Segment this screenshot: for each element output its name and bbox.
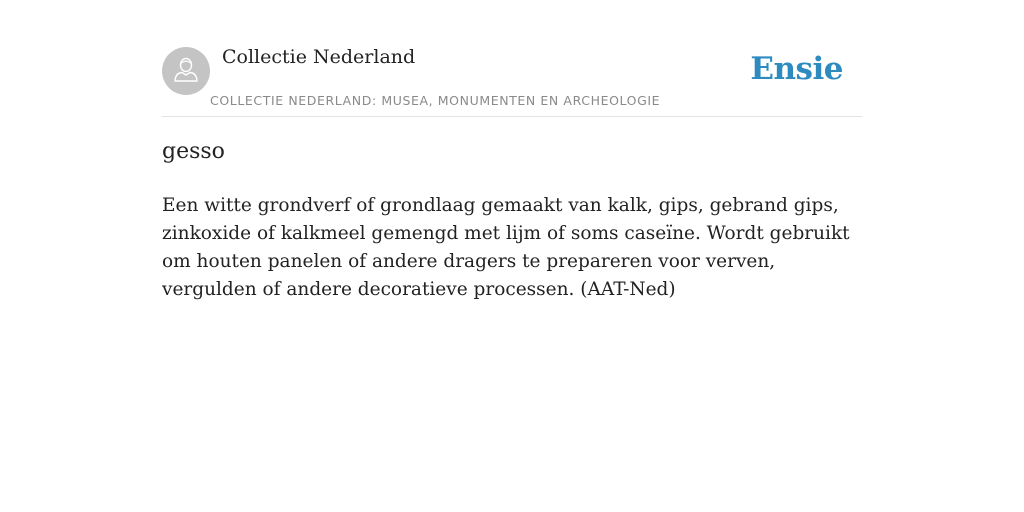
ensie-logo[interactable]: Ensie — [750, 51, 843, 87]
author-name[interactable]: Collectie Nederland — [222, 46, 416, 68]
entry-term: gesso — [162, 139, 225, 164]
entry-card — [162, 0, 862, 300]
entry-header — [162, 0, 862, 117]
author-subtitle: COLLECTIE NEDERLAND: MUSEA, MONUMENTEN EN ARCHEOLOGIE — [210, 93, 661, 108]
entry-definition: Een witte grondverf of grondlaag gemaakt van kalk, gips, gebrand gips, zinkoxide of kalkmeel gemengd met lijm of soms caseïne. Wordt gebruikt om houten panelen of andere dragers te prepareren voor verven, vergulden of andere decoratieve processen. (AAT-Ned) — [162, 195, 850, 300]
avatar[interactable] — [162, 47, 210, 95]
user-icon — [171, 54, 201, 89]
